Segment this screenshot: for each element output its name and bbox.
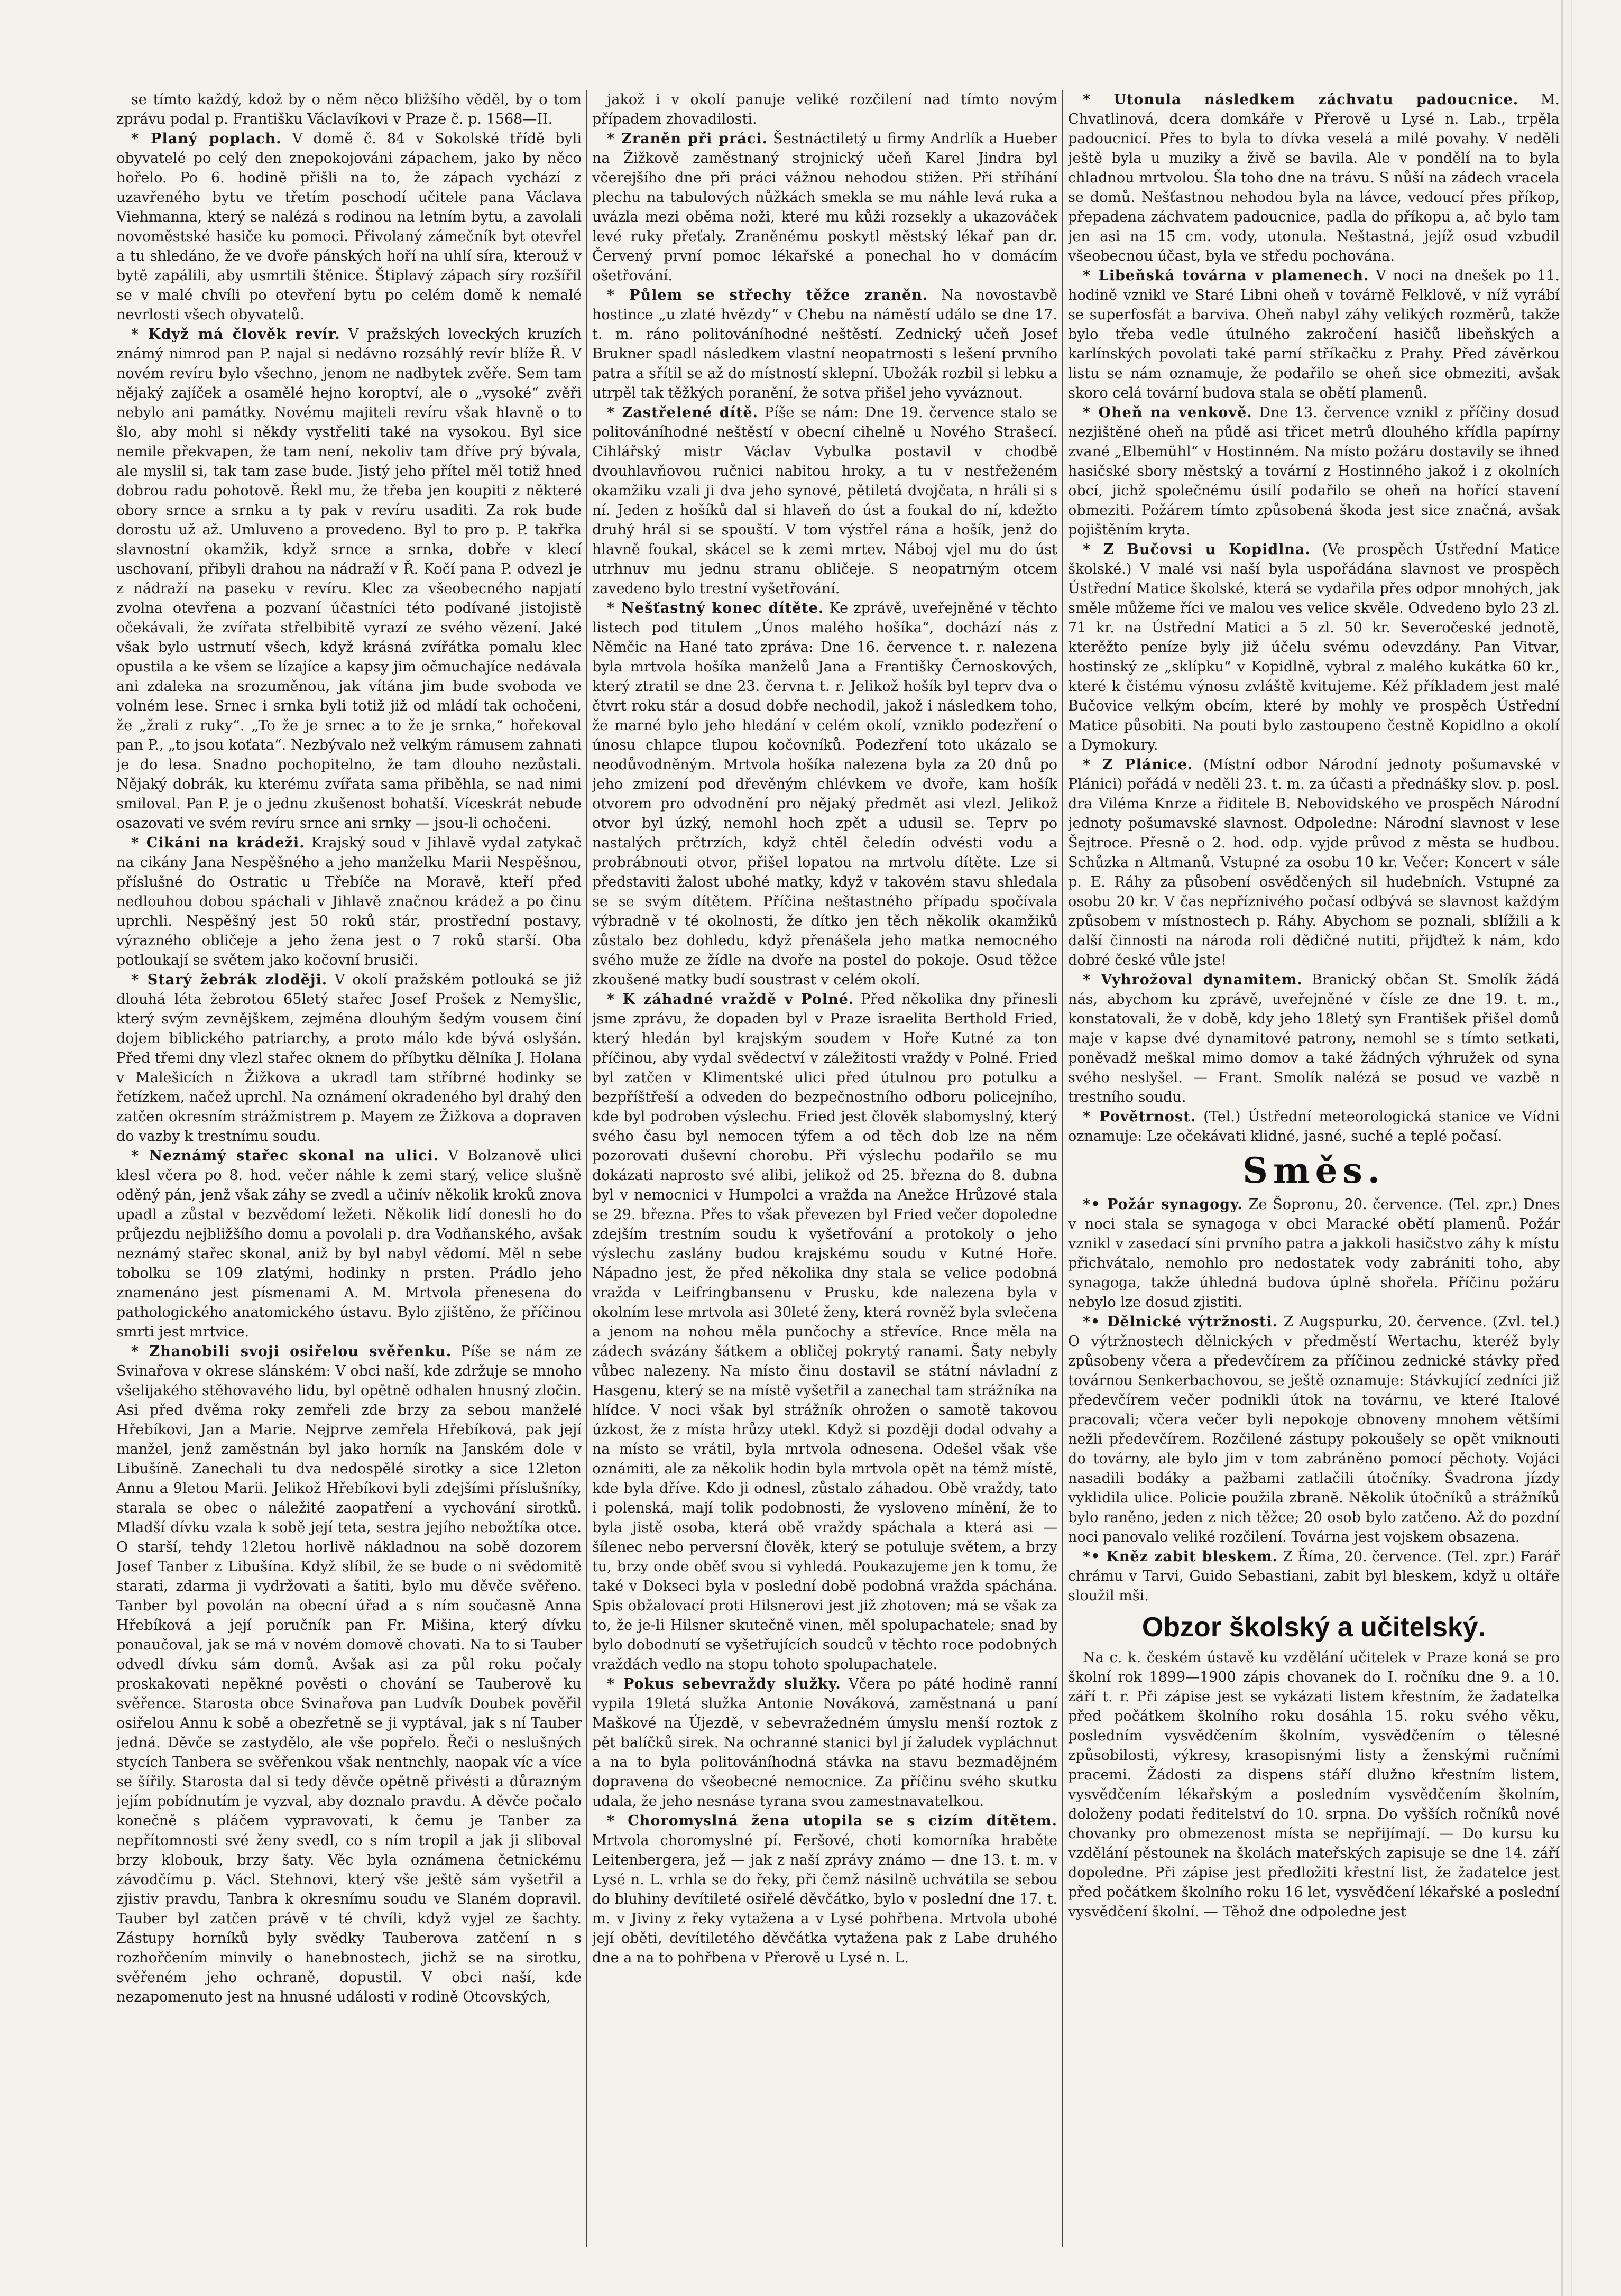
- column-3: [1068, 90, 1560, 2247]
- article-body: V domě č. 84 v Sokolské třídě byli obyvatelé po celý den znepokojováni zápachem, jako by něco hořelo. Po 6. hodině přišli na to, že zápach vychází z uzavřeného bytu ve třetím poschodí učitele pana Václava Viehmanna, který se nalézá s rodinou na letním bytu, a zavolali novoměstské hasiče ku pomoci. Přivolaný zámečník byt otevřel a tu shledáno, že ve dvoře pánských hoří na uhlí síra, kterouž v bytě zapálili, aby usmrtili štěnice. Štiplavý zápach síry rozšířil se v malé chvíli po otevření bytu po celém domě k nemalé nevrlosti všech obyvatelů.: [116, 131, 582, 323]
- article-headline: * Nešťastný konec dítěte.: [607, 600, 824, 616]
- article-headline: * Z Plánice.: [1083, 757, 1193, 773]
- article-headline: * Choromyslná žena utopila se s cizím dítětem.: [607, 1813, 1057, 1829]
- article: [116, 970, 582, 1146]
- article-headline: * Cikáni na krádeži.: [131, 835, 305, 851]
- article: [116, 1342, 582, 2007]
- article: [116, 325, 582, 833]
- article-headline: *• Kněz zabit bleskem.: [1083, 1548, 1278, 1565]
- column-2: [592, 90, 1057, 2247]
- article: [1068, 90, 1560, 266]
- article-body: Včera po páté hodině ranní vypila 19letá služka Antonie Nováková, zaměstnaná u paní Maškové na Újezdě, v sebevražedném úmyslu menší roztok z pět balíčků sirek. Na ochranné stanici byl jí žaludek vypláchnut a na to byla politováníhodná stávka na stavu bezmadějném dopravena do všeobecné nemocnice. Za příčinu svého skutku udala, že jeho nesnáse tyrana svou zamestnavatelkou.: [592, 1676, 1057, 1810]
- article-headline: * Půlem se střechy těžce zraněn.: [607, 287, 928, 303]
- article: [1068, 1312, 1560, 1547]
- article-headline: * Starý žebrák zloději.: [131, 972, 328, 988]
- article: [116, 90, 582, 129]
- article-headline: * Utonula následkem záchvatu padoucnice.: [1083, 91, 1519, 108]
- article: [1068, 1648, 1560, 1922]
- column-rule: [586, 90, 587, 2247]
- article-body: Z Augspurku, 20. července. (Zvl. tel.) O výtržnostech dělnických v předměstí Wertachu, kteréž byly způsobeny včera a předevčírem za příčinou zednické stávky před továrnou Senkerbachovou, se ještě oznamuje: Stávkující zedníci již předevčírem večer podnikli útok na továrnu, ve které Italové pracovali; včera večer byli nepokoje obnoveny mnohem většími nežli předevčírem. Rozčilené zástupy pokoušely se opět vniknouti do továrny, ale bylo jim v tom zabráněno pomocí pěchoty. Vojáci nasadili bodáky a pažbami zatlačili útočníky. Švadrona jízdy vyklidila ulice. Policie použila zbraně. Několik útočníků a strážníků bylo raněno, jeden z nich těžce; 20 osob bylo zatčeno. Až do pozdní noci panovalo veliké rozčilení. Továrna jest vojskem obsazena.: [1068, 1314, 1560, 1545]
- article-headline: * Z Bučovsi u Kopidlna.: [1083, 541, 1311, 558]
- column-3-news: [1068, 90, 1560, 1146]
- article: [592, 285, 1057, 403]
- article-body: Branický občan St. Smolík žádá nás, abychom ku zprávě, uveřejněné v čísle ze dne 19. t. m., konstatovali, že v době, kdy jeho 18letý syn František přišel domů maje v kapse dvé dynamitové patrony, nemohl se s tímto setkati, poněvadž meškal mimo domov a také žádných výhružek od syna svého neslyšel. — Frant. Smolík nalézá se posud ve vazbě n trestního soudu.: [1068, 972, 1560, 1105]
- article-headline: * K záhadné vraždě v Polné.: [607, 991, 854, 1008]
- article: [1068, 970, 1560, 1107]
- article: [1068, 1107, 1560, 1146]
- column-rule: [1062, 90, 1063, 2247]
- article-headline: * Neznámý stařec skonal na ulici.: [131, 1148, 439, 1164]
- article: [1068, 1547, 1560, 1606]
- article-body: V noci na dnešek po 11. hodině vznikl ve Staré Libni oheň v továrně Felklově, v níž vyrábí se superfosfát a barviva. Oheň nabyl záhy velikých rozměrů, takže bylo třeba vedle útulného zakročení hasičů libeňských a karlínských povolati také parní stříkačku z Prahy. Před závěrkou listu se nám oznamuje, že podařilo se oheň sice obmeziti, avšak skoro celá tovární budova stala se obětí plamenů.: [1068, 268, 1560, 401]
- article-body: V okolí pražském potlouká se již dlouhá léta žebrotou 65letý stařec Josef Prošek z Nemyšlic, který svým zevnějškem, zejména dlouhým šedým vousem činí dojem biblického patriarchy, a proto málo kde bývá oslyšán. Před třemi dny vlezl stařec oknem do příbytku dělníka J. Holana v Malešicích n Žižkova a ukradl tam stříbrné hodinky se řetízkem, načež uprchl. Na oznámení okradeného byl drahý den zatčen okresním strážmistrem p. Mayem ze Žižkova a dopraven do vazby k trestnímu soudu.: [116, 972, 582, 1145]
- article-body: Mrtvola choromyslné pí. Feršové, choti komorníka hraběte Leitenbergera, jež — jak z naší zprávy známo — dne 13. t. m. v Lysé n. L. vrhla se do řeky, při čemž násilně uchvátila se sebou do bluhiny devítileté osiřelé děvčátko, bylo v poslední dne 17. t. m. v Jiviny z řeky vytažena a v Lysé pohřbena. Mrtvola ubohé její oběti, devítiletého děvčátka vytažena pak z Labe druhého dne a na to pohřbena v Přerově u Lysé n. L.: [592, 1832, 1057, 1966]
- column-3-obzor: [1068, 1648, 1560, 1922]
- column-1: [116, 90, 582, 2247]
- article-headline: * Povětrnost.: [1083, 1109, 1196, 1125]
- article-headline: * Zastřelené dítě.: [607, 404, 758, 421]
- article: [592, 598, 1057, 990]
- article-headline: * Planý poplach.: [131, 131, 282, 147]
- article-headline: * Zhanobili svoji osiřelou svěřenku.: [131, 1343, 452, 1360]
- article-body: jakož i v okolí panuje veliké rozčilení nad tímto novým případem zhovadilosti.: [592, 91, 1057, 127]
- article-body: (Tel.) Ústřední meteorologická stanice ve Vídni oznamuje: Lze očekávati klidné, jasné, suché a teplé počasí.: [1068, 1109, 1560, 1145]
- article: [1068, 266, 1560, 403]
- article-headline: *• Dělnické výtržnosti.: [1083, 1314, 1278, 1330]
- article: [592, 90, 1057, 129]
- article-body: se tímto každý, kdož by o něm něco bližšího věděl, by o tom zprávu podal p. Františku Václavíkovi v Praze č. p. 1568—II.: [116, 91, 582, 127]
- article: [592, 1811, 1057, 1968]
- article: [592, 129, 1057, 285]
- article: [1068, 403, 1560, 540]
- article-body: Před několika dny přinesli jsme zprávu, že dopaden byl v Praze israelita Berthold Fried, který hledán byl krajským soudem v Hoře Kutné za ton příčinou, aby vydal svědectví v záležitosti vraždy v Polné. Fried byl zatčen v Klimentské ulici před útulnou pro potulku a bezpříštřeší a odveden do bezpečnostního odboru policejního, kde byl podroben výslechu. Fried jest člověk slabomyslný, který svého času byl nemocen týfem a od těch dob lze na něm pozorovati duševní chorobu. Při výslechu podařilo se mu dokázati naprosto své alibi, jelikož od 25. března do 8. dubna byl v nemocnici v Humpolci a vražda na Anežce Hrůzové stala se 29. března. Přes to však převezen byl Fried večer dopoledne zdejším trestním soudu k vyšetřování a protokoly o jeho výslechu zaslány budou krajskému soudu v Kutné Hoře. Nápadno jest, že před několika dny stala se velice podobná vražda v Leifringbansenu v Prusku, kde nalezena byla v okolním lese mrtvola asi 30leté ženy, která rovněž byla svlečena a jenom na nohou měla punčochy a střevíce. Rnce měla na zádech svázány šátkem a obličej pokrytý ranami. Šaty nebyly vůbec nalezeny. Na místo činu dostavil se státní návladní z Hasgenu, který se na místě vyšetřil a zanechal tam strážníka na hlídce. V noci však byl strážník ohrožen o samotě takovou úzkost, že z místa hrůzy utekl. Když si později dodal odvahy a na místo se vrátil, byla mrtvola odnesena. Odešel však vše oznámiti, ale za několik hodin byla mrtvola opět na témž místě, kde byla dříve. Kdo ji odnesl, zůstalo záhadou. Obě vraždy, tato i polenská, mají tolik podobnosti, že vysloveno mínění, že to byla jistě osoba, která obě vraždy spáchala a která asi — šílenec nebo perversní člověk, který se potuluje světem, a brzy tu, brzy onde oběť svou si vyhledá. Poukazujeme jen k tomu, že také v Dokseci byla v poslední době podobná vražda spáchána. Spis obžalovací proti Hilsnerovi jest již zhotoven; má se však za to, že je-li Hilsner skutečně vinen, měl spolupachatele; snad by bylo dobodnutí se vyšetřujících soudců v těchto roce podobných vraždách vedlo na stopu tohoto spolupachatele.: [592, 991, 1057, 1673]
- article-body: Ze Šopronu, 20. července. (Tel. zpr.) Dnes v noci stala se synagoga v obci Maracké obětí plamenů. Požár vznikl v zasedací síni prvního patra a jakkoli hasičstvo záhy k místu přichvátalo, nemohlo pro nedostatek vody zabrániti toho, aby synagoga, takže úhledná budova úplně shořela. Příčinu požáru nebylo lze dosud zjistiti.: [1068, 1196, 1560, 1311]
- article-body: (Místní odbor Národní jednoty pošumavské v Plánici) pořádá v neděli 23. t. m. za účasti a přednášky slov. p. posl. dra Viléma Knrze a řiditele B. Nebovidského ve prospěch Národní jednoty pošumavské slavnost. Odpoledne: Národní slavnost v lese Šejtroce. Přesně o 2. hod. odp. vyjde průvod z města se hudbou. Schůzka n Altmanů. Vstupné za osobu 10 kr. Večer: Koncert v sále p. E. Ráhy za působení osvědčených sil hudebních. Vstupné za osobu 20 kr. V čas nepříznivého počasí odbývá se slavnost každým způsobem v místnostech p. Ráhy. Abychom se poznali, sblížili a k další činnosti na národa roli dědičné nutiti, přijďtež k nám, kdo dobré české vůle jste!: [1068, 757, 1560, 969]
- article-body: Dne 13. července vznikl z příčiny dosud nezjištěné oheň na půdě asi třicet metrů dlouhého křídla papírny zvané „Elbemühl“ v Hostinném. Na místo požáru dostavily se ihned hasičské sbory městský a tovární z Hostinného jakož i z okolních obcí, jichž společnému úsilí podařilo se oheň na hořící stavení obmeziti. Požárem tímto způsobená škoda jest sice značná, avšak pojištěním kryta.: [1068, 404, 1560, 538]
- article-headline: * Vyhrožoval dynamitem.: [1083, 972, 1303, 988]
- article: [1068, 540, 1560, 755]
- article-body: Ke zprávě, uveřejněné v těchto listech pod titulem „Únos malého hošíka“, dochází nás z Němčic na Hané tato zpráva: Dne 16. července t. r. nalezena byla mrtvola hošíka manželů Jana a Františky Černoskových, který ztratil se dne 23. června t. r. Jelikož hošík byl teprv dva o čtvrt roku stár a dosud dobře nechodil, jakož i následkem toho, že marné bylo jeho hledání v celém okolí, vzniklo podezření o únosu chlapce tlupou kočovníků. Podezření toto ukázalo se neodůvodněným. Mrtvola hošíka nalezena byla za 20 dnů po jeho zmizení pod dřevěným chlévkem ve dvoře, kam hošík otvorem pro odvodnění pro nějaký předmět asi vlezl. Jelikož otvor byl úzký, nemohl hoch zpět a udusil se. Teprv po nastalých prčtrzích, když chtěl čeledín odvésti vodu a probrábnouti otvor, přišel lopatou na mrtvolu dítěte. Lze si představiti žalost ubohé matky, když v takovém stavu shledala se se svým dítětem. Příčina neštastného případu spočívala výbradně v té okolnosti, že dítko jen těch několik okamžiků zůstalo bez dohledu, když přenášela jeho matka nemocného svého muže ze žídle na dvoře na postel do pokoje. Osud těžce zkoušené matky budí soustrast v celém okolí.: [592, 600, 1057, 988]
- article: [116, 1146, 582, 1342]
- article-headline: * Libeňská továrna v plamenech.: [1083, 268, 1369, 284]
- article-body: (Ve prospěch Ústřední Matice školské.) V malé vsi naší byla uspořádána slavnost ve prospěch Ústřední Matice školské, která se vydařila přes odpor mnohých, jak směle můžeme říci ve malou ves velice skvěle. Odvedeno bylo 23 zl. 71 kr. na Ústřední Matici a 5 zl. 50 kr. Severočeské jednotě, kterěžto peníze byly již účelu svému odevzdány. Pan Vitvar, hostinský ze „sklípku“ v Kopidlně, vybral z malého kukátka 60 kr., které k čistému výnosu zvláště kvitujeme. Kéž příkladem jest malé Bučovice velkým obcím, které by mohly ve prospěch Ústřední Matice působiti. Na pouti bylo zastoupeno čestně Kopidlno a okolí a Dymokury.: [1068, 541, 1560, 753]
- article-body: V Bolzanově ulici klesl včera po 8. hod. večer náhle k zemi starý, velice slušně oděný pán, jenž však záhy se zvedl a učinív několik kroků znova upadl a zůstal v bezvědomí ležeti. Několik lidí donesli ho do průjezdu nejbližšího domu a povolali p. dra Vodňanského, avšak neznámý stařec skonal, aniž by byl nabyl vědomí. Měl n sebe tobolku se 109 zlatými, hodinky n prsten. Prádlo jeho znamenáno jest písmenami A. M. Mrtvola přenesena do pathologického anatomického ústavu. Bylo zjištěno, že příčinou smrti jest mrtvice.: [116, 1148, 582, 1340]
- article: [592, 990, 1057, 1674]
- article: [116, 833, 582, 970]
- article: [1068, 1195, 1560, 1312]
- article-body: Z Říma, 20. července. (Tel. zpr.) Farář chrámu v Tarvi, Guido Sebastiani, zabit byl bleskem, když u oltáře sloužil mši.: [1068, 1548, 1560, 1604]
- article: [592, 1674, 1057, 1811]
- section-title-smes: Směs.: [1242, 1150, 1385, 1191]
- article-body: Šestnáctiletý u firmy Andrlík a Hueber na Žižkově zaměstnaný strojnický učeň Karel Jindra byl včerejšího dne při práci vážnou nehodou stižen. Při stříhání plechu na tabulových nůžkách smekla se mu náhle levá ruka a uvázla mezi oběma noži, které mu kůži rozsekly a ukazováček levé ruky přeťaly. Zraněnému poskytl městský lékař pan dr. Červený první pomoc lékařské a ponechal ho v domácím ošetřování.: [592, 131, 1057, 284]
- article-body: Píše se nám ze Svinařova v okrese slánském: V obci naší, kde zdržuje se mnoho všelijakého stěhovavého lidu, byl opětně odhalen hnusný zločin. Asi před dvěma roky zemřeli zde brzy za sebou manželé Hřebíkovi, Jan a Marie. Nejprve zemřela Hřebíková, pak její manžel, jenž zaměstnán byl jako horník na Janském dole v Libušíně. Zanechali tu dva nedospělé sirotky a sice 12leton Annu a 9letou Marii. Jelikož Hřebíkovi byli zdejšími příslušníky, starala se obec o náležité zaopatření a vychování sirotků. Mladší dívku vzala k sobě její teta, sestra jejího nebožtíka otce. O starší, tehdy 12letou horlivě nákladnou na sobě dozorem Josef Tanber z Libušína. Když slíbil, že se bude o ni svědomitě starati, zdarma ji vydržovati a šatiti, bylo mu děvče svěřeno. Tanber byl povolán na obecní úřad a s ním současně Anna Hřebíková a její poručník pan Fr. Mišina, který dívku ponaučoval, jak se má v novém domově chovati. Na to si Tauber odvedl dívku sám domů. Avšak asi za půl roku počaly proskakovati nepěkné pověsti o chování se Tauberově ku svěřence. Starosta obce Svinařova pan Ludvík Doubek pověřil osiřelou Annu k sobě a obezřetně se ji vyptával, jak s ní Tauber jedná. Děvče se zastydělo, ale vše popřelo. Řeči o neslušných stycích Tanbera se svěřenkou však nentnchly, naopak víc a více se šířily. Starosta dal si tedy děvče opětně přivésti a důrazným jejím pobídnutím je vyzval, aby doznalo pravdu. A děvče počalo konečně s pláčem vypravovati, k čemu je Tanber za nepřítomnosti své ženy svedl, co s ním tropil a jak ji sliboval brzy klobouk, brzy šaty. Věc byla oznámena četnickému závodčímu p. Václ. Stehnovi, který vše ještě sám vyšetřil a zjistiv pravdu, Tanbra k okresnímu soudu ve Slaném dopravil. Tauber byl zatčen právě v té chvíli, když vyjel ze šachty. Zástupy horníků byly svědky Tauberova zatčení n s rozhořčením minvily o hanebnostech, jichž se na sirotku, svěřeném jeho ochraně, dopustil. V obci naší, kde nezapomenuto jest na hnusné události v rodině Otcovských,: [116, 1343, 582, 2005]
- article-body: Na c. k. českém ústavě ku vzdělání učitelek v Praze koná se pro školní rok 1899—1900 zápis chovanek do I. ročníku dne 9. a 10. září t. r. Při zápise jest se vykázati listem křestním, že žadatelka před počátkem školního roku dosáhla 15. roku svého věku, posledním vysvědčením školním, vysvědčením o tělesné způsobilosti, výkresy, krasopisnými listy a ženskými ručními pracemi. Žádosti za dispens stáří dlužno křestním listem, vysvědčením lékařským a posledním vysvědčením školním, doloženy podati ředitelství do 10. srpna. Do vyšších ročníků nové chovanky pro obmezenost místa se nepřijímají. — Do kursu ku vzdělání pěstounek na školách mateřských zapisuje se dne 14. září dopoledne. Při zápise jest předložiti křestní list, že žadatelce jest před počátkem školního roku 16 let, vysvědčení lékařské a poslední vysvědčení školní. — Těhož dne odpoledne jest: [1068, 1649, 1560, 1920]
- article-headline: * Oheň na venkově.: [1083, 404, 1252, 421]
- article-headline: * Pokus sebevraždy služky.: [607, 1676, 841, 1692]
- article-headline: * Zraněn při práci.: [607, 131, 768, 147]
- article-body: Krajský soud v Jihlavě vydal zatykač na cikány Jana Nespěšného a jeho manželku Marii Nespěšnou, příslušné do Ostratic u Třebíče na Moravě, kteří před nedlouhou dobou spáchali v Jihlavě značnou krádež a po činu uprchli. Nespěšný jest 50 roků stár, prostřední postavy, výrazného obličeje a jeho žena jest o 7 roků starší. Oba potloukají se světem jako kočovní brusiči.: [116, 835, 582, 969]
- article-headline: * Když má člověk revír.: [131, 326, 340, 343]
- article: [1068, 755, 1560, 970]
- article-body: Píše se nám: Dne 19. července stalo se politováníhodné neštěstí v obecní cihelně u Nového Strašecí. Cihlářský mistr Václav Vybulka postavil v chodbě dvouhlavňovou ručnici nabitou hroky, a tu v nestřeženém okamžiku vzali ji dva jeho synové, pětiletá dvojčata, n hráli si s ní. Jeden z hošíků dal si hlaveň do úst a foukal do ní, kdežto druhý hrál si se spouští. V tom výstřel rána a hošík, jenž do hlavně foukal, skácel se k zemi mrtev. Náboj vjel mu do úst utrhnuv mu jednu stranu obličeje. S neopatrným otcem zavedeno bylo trestní vyšetřování.: [592, 404, 1057, 597]
- section-title-obzor: Obzor školský a učitelský.: [1141, 1612, 1486, 1643]
- page-edge-shadow-inner: [1571, 0, 1572, 2296]
- page-edge-shadow: [1561, 0, 1563, 2296]
- article: [116, 129, 582, 325]
- article-body: Na novostavbě hostince „u zlaté hvězdy“ v Chebu na náměstí událo se dne 17. t. m. ráno politováníhodné neštěstí. Zednický učeň Josef Brukner spadl následkem vlastní neopatrnosti s lešení prvního patra a sřítil se až do místností sklepní. Ubožák rozbil si lebku a utrpěl tak těžkých poranění, že sotva přišel jeho vyváznout.: [592, 287, 1057, 401]
- column-3-smes: [1068, 1195, 1560, 1606]
- newspaper-page: [116, 90, 1560, 2247]
- article-headline: *• Požár synagogy.: [1083, 1196, 1243, 1213]
- article-body: V pražských loveckých kruzích známý nimrod pan P. najal si nedávno rozsáhlý revír blíže Ř. V novém revíru bylo všechno, jenom ne nadbytek zvěře. Sem tam nějaký zajíček a osamělé hejno koroptví, ale o „vysoké“ zvěři nebylo ani památky. Novému majiteli revíru však hlavně o to šlo, aby mohl si někdy vystřeliti také na vysokou. Byl sice nemile překvapen, že tam není, nekoliv tam dříve prý bývala, ale myslil si, tak tam zase bude. Jistý jeho přítel měl totiž hned dobrou radu pohotově. Řekl mu, že třeba jen koupiti z některé obory srnce a srnku a ty pak v revíru usaditi. Za rok bude dorostu už až. Umluveno a provedeno. Byl to pro p. P. takřka slavnostní okamžik, když srnce a srnka, dobře v klecí uschovaní, přibyli drahou na nádraží v Ř. Kočí pana P. odvezl je z nádraží na paseku v revíru. Klec za všeobecného napjatí zvolna otevřena a pozvaní účastníci této podívané jistojistě očekávali, že zvířata střelbibitě vyrazí ze svého vězení. Jaké však bylo ustrnutí všech, když krásná zvířátka pomalu klec opustila a ke všem se lízajíce a kapsy jim očmuchajíce nedávala ani zdaleka na srozuměnou, jak vítána jim bude svoboda ve volném lese. Srnec i srnka byli totiž již od mládí tak ochočeni, že „žrali z ruky“. „To že je srnec a to že je srnka,“ hořekoval pan P., „to jsou koťata“. Nezbývalo než velkým rámusem zahnati je do lesa. Snadno pochopitelno, že tam dlouho nezůstali. Nějaký dobrák, ku kterému zvířata sama přiběhla, se nad nimi smiloval. Pan P. je o jednu zkušenost bohatší. Víceskrát nebude osazovati ve svém revíru srnce ani srnky — jsou-li ochočeni.: [116, 326, 582, 832]
- article-body: M. Chvatlinová, dcera domkáře v Přerově u Lysé n. Lab., trpěla padoucnicí. Přes to byla to dívka veselá a milé povahy. V neděli ještě byla u muziky a živě se bavila. Ale v pondělí na to byla chladnou mrtvolou. Šla toho dne na trávu. S nůší na zádech vracela se domů. Nešťastnou nehodou byla na lávce, vedoucí přes příkop, přepadena záchvatem padoucnice, padla do příkopu a, ač bylo tam jen asi na 15 cm. vody, utonula. Neštastná, jejíž osud vzbudil všeobecnou účast, byla ve středu pochována.: [1068, 91, 1560, 264]
- article: [592, 403, 1057, 598]
